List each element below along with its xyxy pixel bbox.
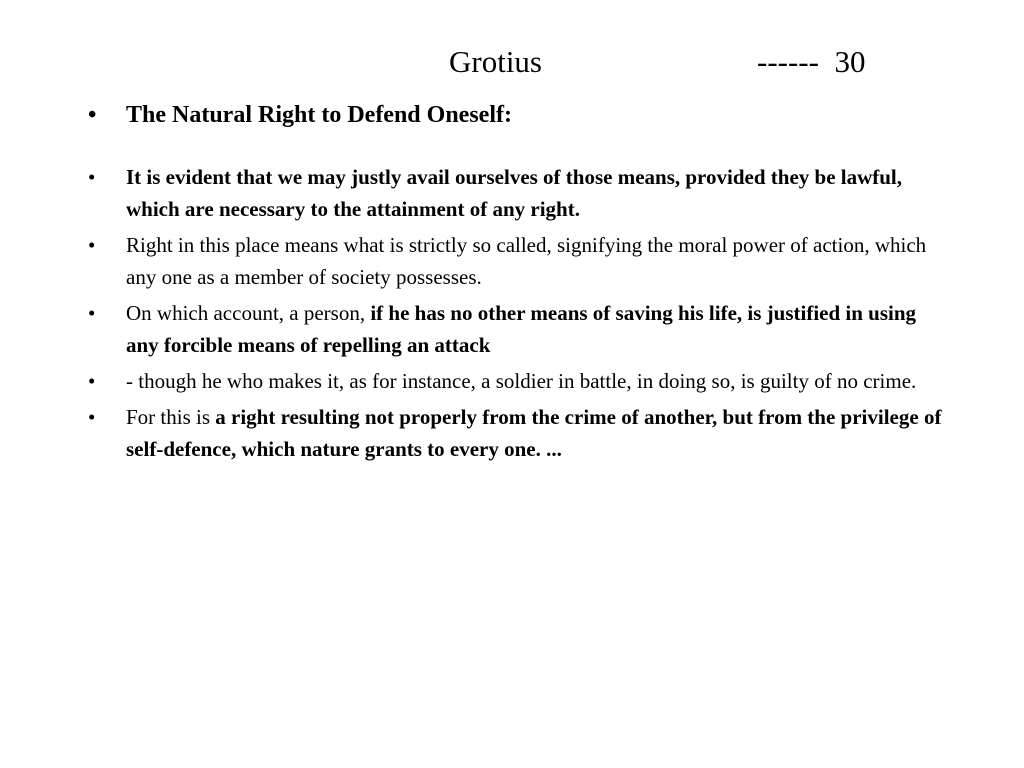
bullet-item bbox=[88, 365, 948, 397]
bullet-icon: • bbox=[88, 369, 96, 393]
bullet-icon: • bbox=[88, 301, 96, 325]
bullet-icon: • bbox=[88, 102, 97, 128]
bullet-item bbox=[88, 229, 948, 293]
bullet-text-bold: a right resulting not properly from the crime of another, but from the privilege of self-defence, which nature grants to every one. ... bbox=[126, 405, 942, 461]
heading-text: The Natural Right to Defend Oneself: bbox=[126, 102, 512, 128]
bullet-text-bold: It is evident that we may justly avail ourselves of those means, provided they be lawful, which are necessary to the attainment of any right. bbox=[126, 165, 903, 221]
bullet-text-normal: On which account, a person, bbox=[126, 301, 371, 325]
bullet-list bbox=[88, 99, 948, 469]
bullet-text-normal: - though he who makes it, as for instance, a soldier in battle, in doing so, is guilty of no crime. bbox=[126, 369, 917, 393]
heading-bullet-item bbox=[88, 99, 948, 131]
page-marker: ------ 30 bbox=[757, 44, 866, 79]
bullet-item bbox=[88, 161, 948, 225]
bullet-icon: • bbox=[88, 233, 96, 257]
bullet-icon: • bbox=[88, 405, 96, 429]
bullet-item bbox=[88, 401, 948, 465]
title-text: Grotius bbox=[449, 44, 542, 79]
bullet-text-normal: For this is bbox=[126, 405, 216, 429]
bullet-text-bold: if he has no other means of saving his life, is justified in using any forcible means of repelling an attack bbox=[126, 301, 917, 357]
bullet-item bbox=[88, 297, 948, 361]
bullet-text-normal: Right in this place means what is strictly so called, signifying the moral power of action, which any one as a member of society possesses. bbox=[126, 233, 927, 289]
bullet-icon: • bbox=[88, 165, 96, 189]
